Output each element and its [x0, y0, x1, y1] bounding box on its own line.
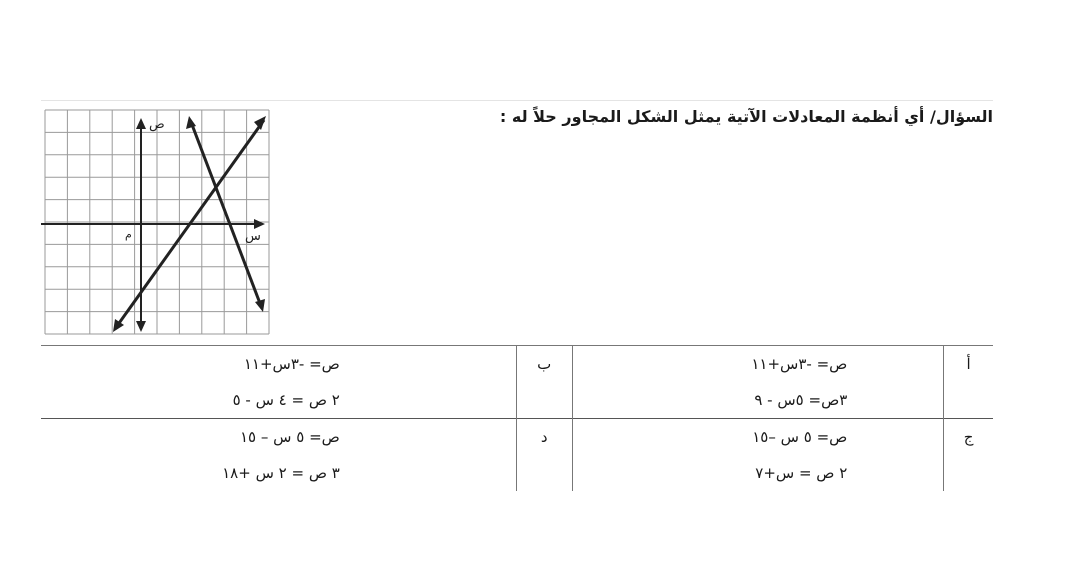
option-c-equations[interactable]	[572, 419, 944, 492]
options-row	[41, 419, 993, 492]
option-letter-cell	[944, 346, 993, 419]
option-c-equation-1: ص= ٥ س –١٥	[752, 428, 848, 446]
option-a-letter: أ	[966, 355, 971, 373]
option-letter-cell	[944, 419, 993, 492]
option-c-equation-2: ٢ ص = س+٧	[755, 464, 848, 482]
question-prompt: السؤال/ أي أنظمة المعادلات الآتية يمثل الشكل المجاور حلاً له :	[499, 107, 993, 126]
option-d-letter: د	[540, 428, 548, 446]
worksheet	[41, 100, 993, 484]
option-b-letter: ب	[537, 355, 552, 373]
option-a-equation-2: ٣ص= ٥س - ٩	[754, 391, 848, 409]
graph-svg	[41, 106, 273, 338]
option-a-equation-1: ص= -٣س+١١	[751, 355, 848, 373]
option-a-equations[interactable]	[572, 346, 944, 419]
coordinate-graph	[41, 106, 273, 338]
option-letter-cell	[516, 419, 572, 492]
option-c-letter: ج	[963, 428, 974, 446]
option-b-equation-1: ص= -٣س+١١	[243, 355, 340, 373]
option-d-equation-2: ٣ ص = ٢ س +١٨	[222, 464, 340, 482]
option-letter-cell	[516, 346, 572, 419]
y-axis-label: ص	[149, 117, 165, 132]
options-table	[41, 345, 993, 491]
x-axis-label: س	[245, 229, 261, 244]
options-row	[41, 346, 993, 419]
origin-label: م	[125, 228, 132, 241]
option-d-equations[interactable]	[41, 419, 516, 492]
top-divider	[41, 100, 993, 101]
option-b-equations[interactable]	[41, 346, 516, 419]
option-b-equation-2: ٢ ص = ٤ س - ٥	[232, 391, 340, 409]
option-d-equation-1: ص= ٥ س – ١٥	[240, 428, 340, 446]
